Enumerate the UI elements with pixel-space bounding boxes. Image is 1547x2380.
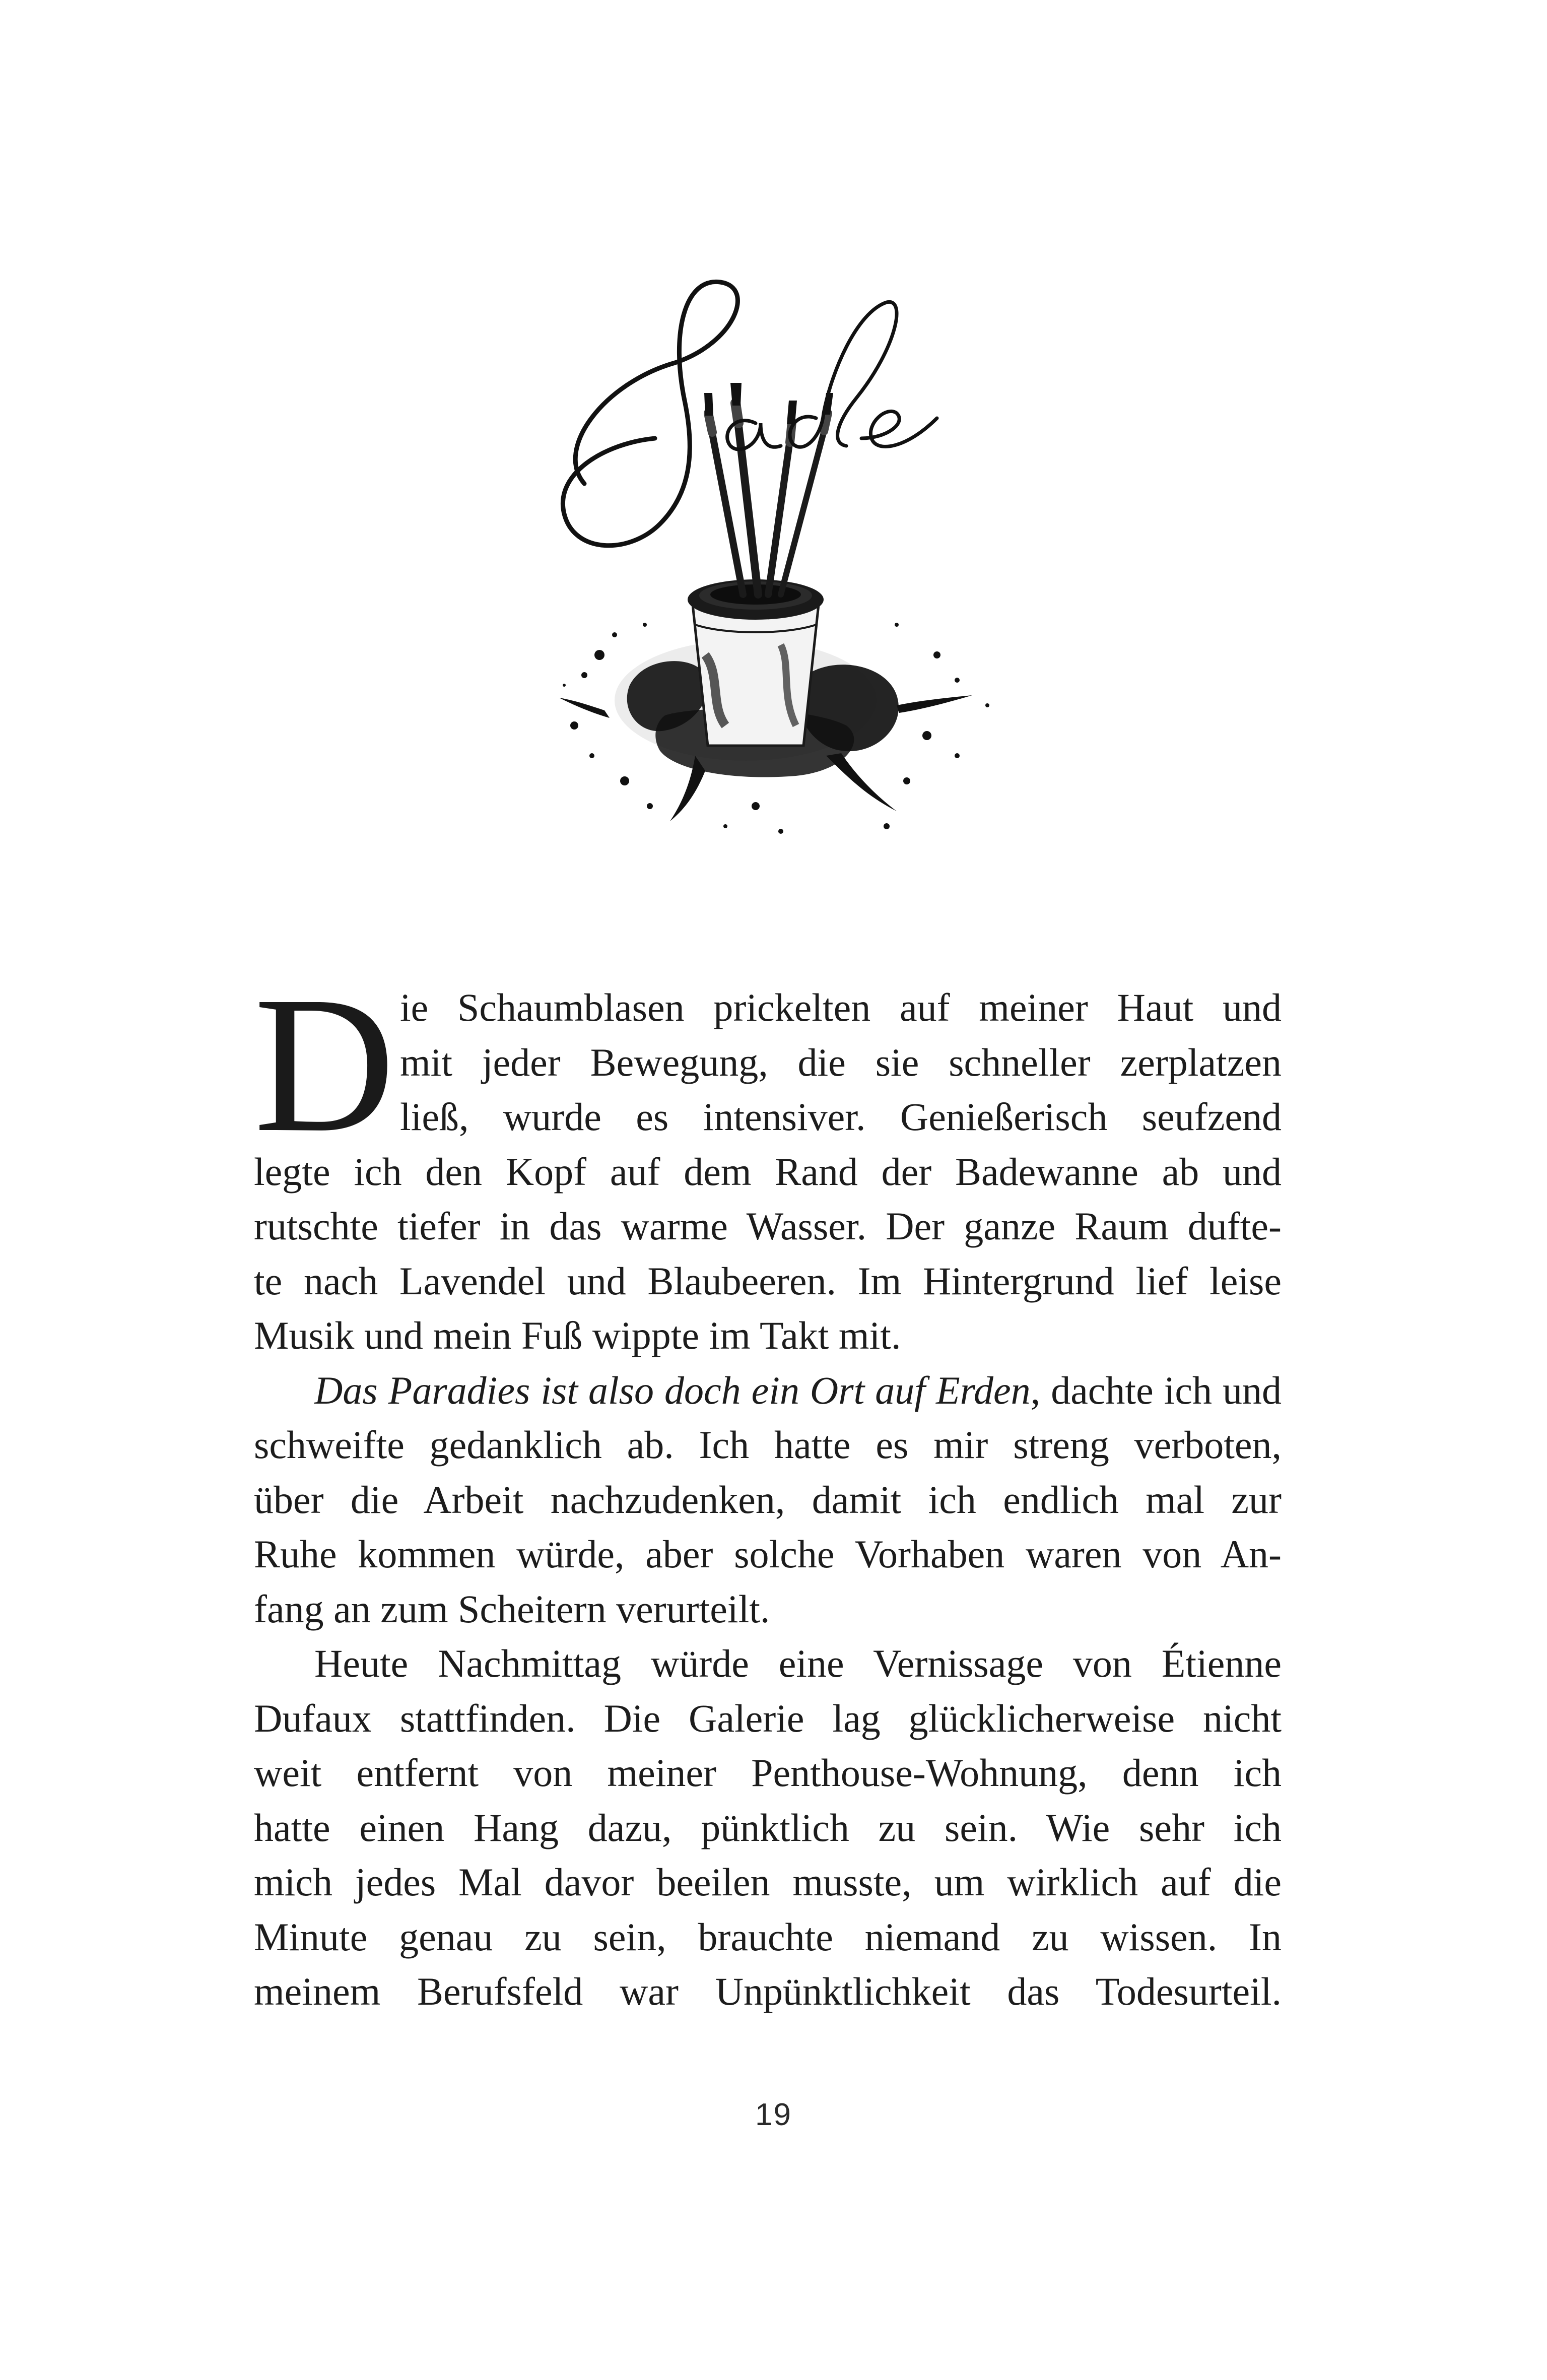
text-line: Heute Nachmittag würde eine Vernissage von Étienne — [314, 1641, 1282, 1685]
text-line: Ruhe kommen würde, aber solche Vorhaben waren von An- — [254, 1532, 1282, 1576]
text-line: ie Schaumblasen prickelten auf meiner Haut und — [400, 985, 1282, 1029]
italic-phrase: Das Paradies ist also doch ein Ort auf Erden — [314, 1368, 1031, 1412]
text-line: ließ, wurde es intensiver. Genießerisch seufzend — [400, 1095, 1282, 1139]
italic-suffix: , — [1030, 1368, 1041, 1412]
page-number: 19 — [755, 2097, 792, 2132]
paint-brushes — [704, 383, 833, 594]
text-line: fang an zum Scheitern verurteilt. — [254, 1586, 770, 1631]
chapter-heading-illustration — [544, 272, 1018, 867]
text-line: Minute genau zu sein, brauchte niemand zu wissen. In — [254, 1914, 1282, 1959]
text-line: mich jedes Mal davor beeilen musste, um wirklich auf die — [254, 1860, 1282, 1904]
drop-cap: D — [254, 956, 395, 1172]
text-line: legte ich den Kopf auf dem Rand der Badewanne ab und — [254, 1149, 1282, 1194]
text-line-italic-lead — [254, 1363, 1282, 1418]
paintbrush-cup-ink-splash-icon — [544, 272, 1018, 867]
text-line: über die Arbeit nachzudenken, damit ich endlich mal zur — [254, 1477, 1282, 1522]
paint-cup — [688, 579, 824, 746]
body-text — [254, 956, 1282, 2019]
text-line: mit jeder Bewegung, die sie schneller zerplatzen — [400, 1040, 1282, 1084]
text-line: rutschte tiefer in das warme Wasser. Der ganze Raum dufte- — [254, 1204, 1282, 1248]
text-line: weit entfernt von meiner Penthouse-Wohnung, denn ich — [254, 1751, 1282, 1795]
text-line: hatte einen Hang dazu, pünktlich zu sein. Wie sehr ich — [254, 1805, 1282, 1849]
text-line: Dufaux stattfinden. Die Galerie lag glücklicherweise nicht — [254, 1696, 1282, 1740]
text-line: te nach Lavendel und Blaubeeren. Im Hintergrund lief leise — [254, 1259, 1282, 1303]
text-line: meinem Berufsfeld war Unpünktlichkeit das Todesurteil. — [254, 1969, 1282, 2013]
text-line: Musik und mein Fuß wippte im Takt mit. — [254, 1313, 901, 1357]
text-line-rest: dachte ich und — [1051, 1368, 1282, 1412]
text-line: schweifte gedanklich ab. Ich hatte es mir streng verboten, — [254, 1423, 1282, 1467]
